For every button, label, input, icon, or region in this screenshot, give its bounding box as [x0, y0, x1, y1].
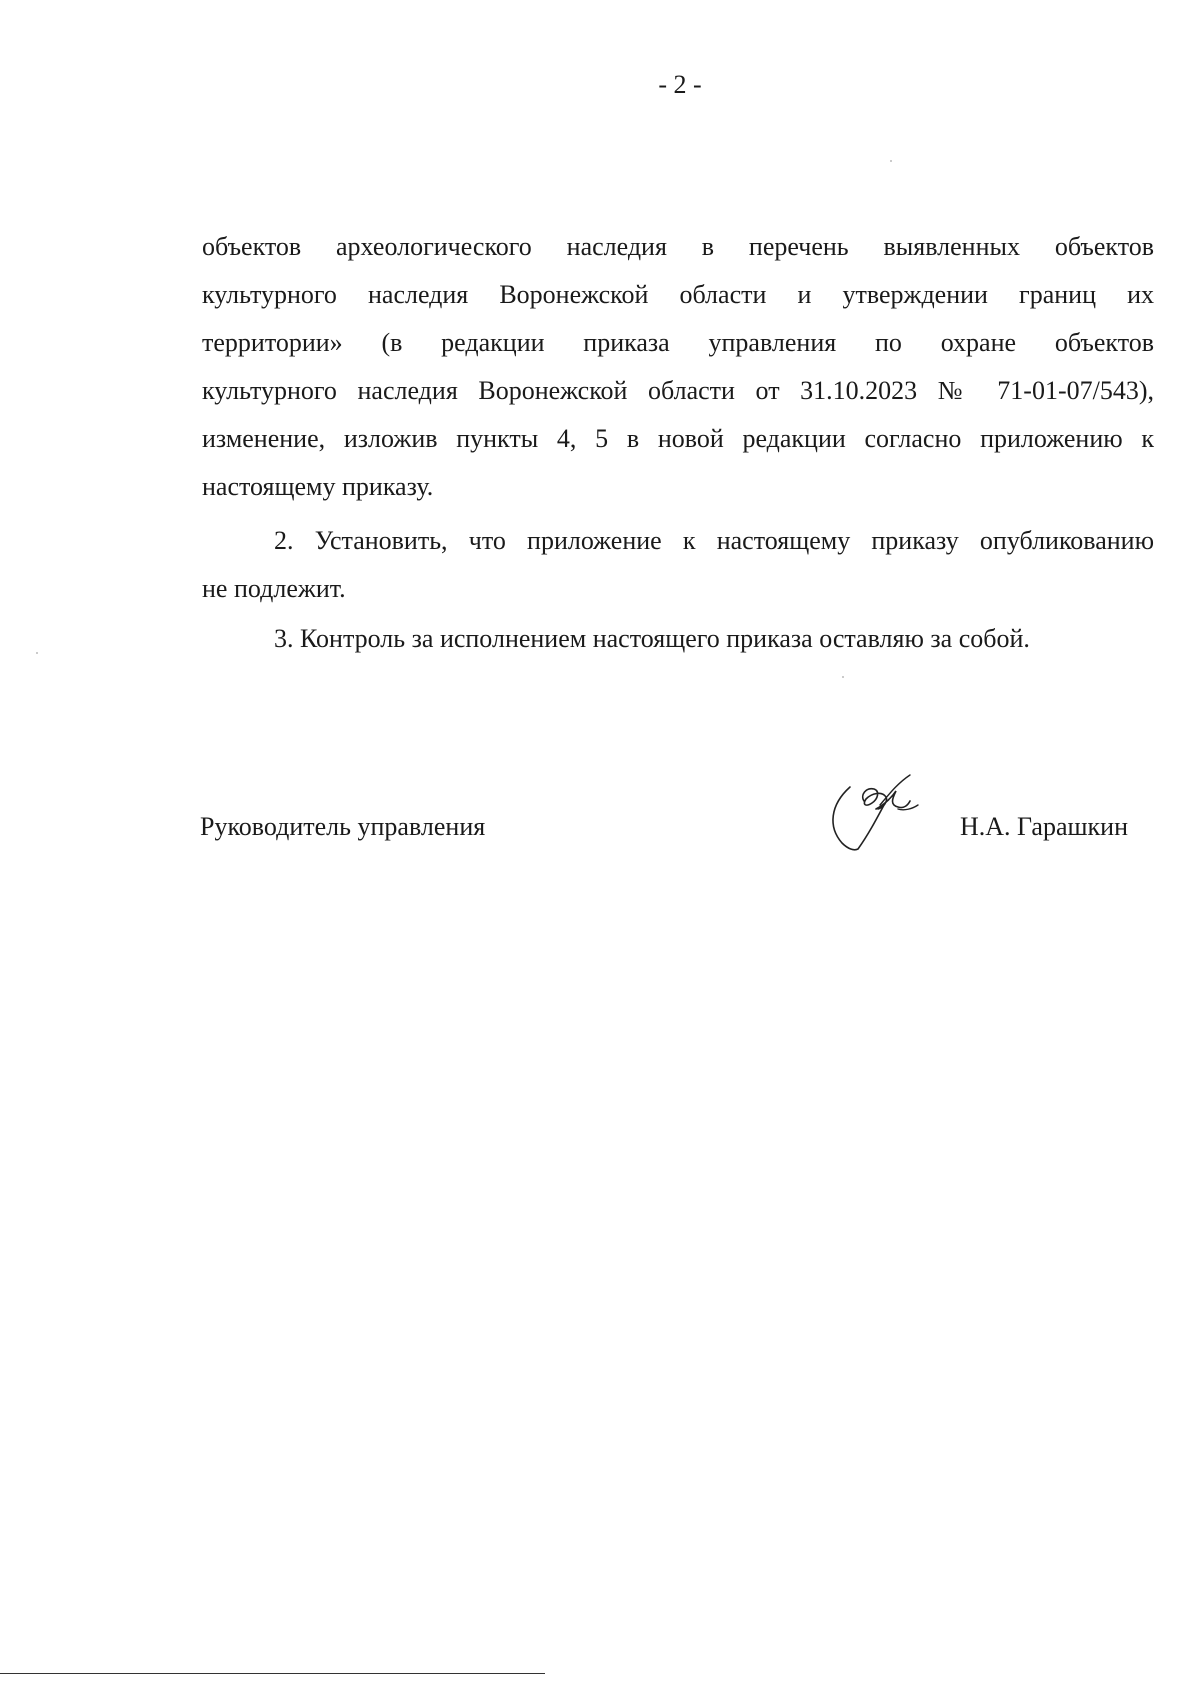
scan-speck: [36, 652, 38, 654]
paragraph-2-line-1: 2. Установить, что приложение к настоящему приказу опубликованию: [274, 526, 1154, 555]
paragraph-1-line-5: изменение, изложив пункты 4, 5 в новой редакции согласно приложению к: [202, 424, 1154, 453]
footer-rule: [0, 1673, 545, 1674]
paragraph-2-line-2: не подлежит.: [202, 574, 346, 603]
signatory-title: Руководитель управления: [200, 812, 486, 841]
paragraph-1-line-1: объектов археологического наследия в перечень выявленных объектов: [202, 232, 1154, 261]
paragraph-3: [202, 615, 1154, 663]
paragraph-1: [202, 223, 1154, 511]
paragraph-1-line-2: культурного наследия Воронежской области и утверждении границ их: [202, 280, 1154, 309]
signatory-name: Н.А. Гарашкин: [960, 812, 1128, 841]
handwritten-signature: [820, 765, 940, 865]
paragraph-2: [202, 517, 1154, 613]
paragraph-1-line-6: настоящему приказу.: [202, 472, 434, 501]
page-number: - 2 -: [658, 70, 702, 99]
scan-speck: [890, 160, 892, 162]
scan-speck: [842, 676, 844, 678]
paragraph-1-line-4: культурного наследия Воронежской области от 31.10.2023 № 71-01-07/543),: [202, 376, 1154, 405]
paragraph-1-line-3: территории» (в редакции приказа управления по охране объектов: [202, 328, 1154, 357]
paragraph-3-text: 3. Контроль за исполнением настоящего приказа оставляю за собой.: [274, 624, 1030, 653]
